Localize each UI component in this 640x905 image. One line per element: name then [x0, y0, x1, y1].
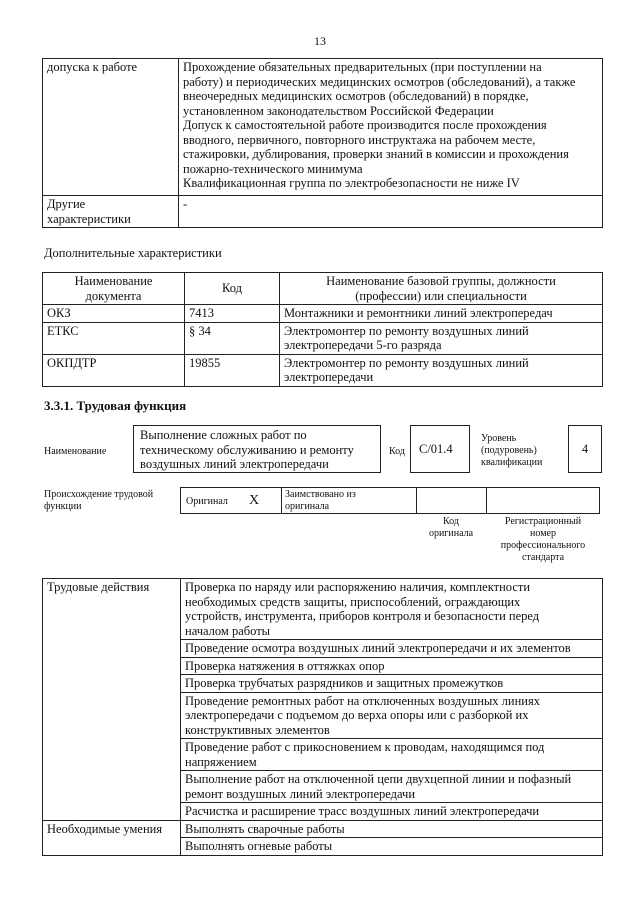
text-line: конструктивных элементов	[185, 722, 330, 737]
text-line: номер	[530, 528, 556, 539]
original-label: Оригинал	[186, 496, 228, 507]
code-cell: § 34	[185, 322, 280, 354]
text-line: началом работы	[185, 623, 271, 638]
text-line: (профессии) или специальности	[355, 288, 527, 303]
action-item	[181, 579, 603, 640]
text-line: документа	[85, 288, 142, 303]
divider	[416, 487, 417, 514]
text-line: электропередачи 5-го разряда	[284, 338, 442, 352]
table-row	[43, 322, 603, 354]
function-name-box	[133, 425, 381, 473]
action-item: Проведение осмотра воздушных линий электропередачи и их элементов	[181, 640, 603, 658]
text-line: Прохождение обязательных предварительных (при поступлении на	[183, 60, 542, 74]
text-line: Выполнение сложных работ по	[140, 428, 307, 442]
action-item: Проверка натяжения в оттяжках опор	[181, 657, 603, 675]
original-mark: X	[249, 493, 260, 508]
text-line: устройств, инструмента, приборов контроля и безопасности перед	[185, 609, 540, 623]
text-line: техническому обслуживанию и ремонту	[140, 442, 354, 457]
section-heading: Дополнительные характеристики	[44, 246, 222, 260]
action-item	[181, 692, 603, 739]
text-line: ремонт воздушных линий электропередачи	[185, 786, 416, 801]
text-line: квалификации	[481, 457, 543, 468]
skill-item: Выполнять сварочные работы	[181, 820, 603, 838]
row-label	[43, 196, 179, 228]
text-line: Электромонтер по ремонту воздушных линий	[284, 355, 529, 370]
text-line: внеочередных медицинских осмотров (обследований) в порядке,	[183, 89, 529, 103]
text-line: необходимых средств защиты, приспособлений, ограждающих	[185, 594, 521, 609]
row-label: допуска к работе	[43, 59, 179, 196]
text-line: Проведение работ с прикосновением к проводам, находящимся под	[185, 740, 545, 754]
table-row	[43, 59, 603, 196]
name-label: Наименование	[44, 446, 107, 457]
text-line: электропередачи с подъемом до верха опоры или с разборкой их	[185, 708, 529, 722]
text-line: Проверка по наряду или распоряжению наличия, комплектности	[185, 580, 531, 594]
table-row	[43, 354, 603, 386]
text-line: Происхождение трудовой	[44, 489, 154, 500]
text-line: Код	[443, 516, 459, 527]
actions-label: Трудовые действия	[43, 579, 181, 821]
text-line: установленном законодательством Российской Федерации	[183, 103, 494, 118]
origin-box	[180, 487, 600, 514]
row-value: -	[179, 196, 603, 228]
text-line: функции	[44, 501, 82, 512]
text-line: оригинала	[428, 528, 474, 539]
row-value	[179, 59, 603, 196]
column-header	[43, 273, 185, 305]
name-cell	[280, 354, 603, 386]
code-label: Код	[389, 446, 405, 457]
page-number: 13	[314, 34, 326, 48]
text-line: стандарта	[521, 552, 565, 563]
text-line: работу) и периодических медицинских осмотров (обследований), а также	[183, 74, 576, 89]
divider	[486, 487, 487, 514]
doc-cell: ОКЗ	[43, 305, 185, 323]
code-cell: 19855	[185, 354, 280, 386]
actions-table	[42, 578, 603, 856]
text-line: электропередачи	[284, 370, 374, 384]
text-line: Регистрационный	[504, 516, 582, 527]
column-header: Код	[185, 273, 280, 305]
registration-caption	[486, 516, 600, 564]
text-line: профессионального	[500, 540, 586, 551]
classification-table	[42, 272, 603, 387]
doc-cell: ЕТКС	[43, 322, 185, 354]
origin-label	[44, 489, 153, 513]
text-line: Другие	[47, 197, 86, 211]
borrowed-label	[285, 489, 356, 513]
function-heading: 3.3.1. Трудовая функция	[44, 398, 187, 413]
text-line: напряжением	[185, 754, 257, 769]
skill-item: Выполнять огневые работы	[181, 838, 603, 856]
level-box: 4	[568, 425, 602, 473]
name-cell: Монтажники и ремонтники линий электропередач	[280, 305, 603, 323]
text-line: Наименование	[74, 274, 153, 288]
table-header-row	[43, 273, 603, 305]
doc-cell: ОКПДТР	[43, 354, 185, 386]
text-line: Заимствовано из	[285, 489, 356, 500]
requirements-table	[42, 58, 603, 228]
table-row	[43, 305, 603, 323]
code-caption	[416, 516, 486, 540]
text-line: Проведение ремонтных работ на отключенных воздушных линиях	[185, 693, 540, 708]
divider	[281, 487, 282, 514]
skills-label: Необходимые умения	[43, 820, 181, 855]
text-line: Уровень	[481, 433, 517, 444]
text-line: Выполнение работ на отключенной цепи двухцепной линии и пофазный	[185, 772, 572, 786]
table-row	[43, 820, 603, 838]
function-code-box: С/01.4	[410, 425, 470, 473]
action-item: Расчистка и расширение трасс воздушных линий электропередачи	[181, 803, 603, 821]
text-line: вводного, первичного, повторного инструктажа на рабочем месте,	[183, 132, 536, 147]
text-line: стажировки, дублирования, проверки знаний в комиссии и прохождения	[183, 147, 569, 161]
action-item	[181, 771, 603, 803]
text-line: Квалификационная группа по электробезопасности не ниже IV	[183, 176, 520, 190]
action-item: Проверка трубчатых разрядников и защитных промежутков	[181, 675, 603, 693]
text-line: (подуровень)	[481, 445, 537, 456]
level-label	[481, 433, 542, 469]
text-line: Электромонтер по ремонту воздушных линий	[284, 323, 529, 338]
action-item	[181, 739, 603, 771]
table-row	[43, 579, 603, 640]
text-line: Наименование базовой группы, должности	[326, 274, 556, 288]
text-line: характеристики	[47, 211, 131, 226]
code-cell: 7413	[185, 305, 280, 323]
text-line: Допуск к самостоятельной работе производится после прохождения	[183, 118, 547, 132]
text-line: оригинала	[285, 501, 330, 512]
table-row	[43, 196, 603, 228]
text-line: воздушных линий электропередачи	[140, 457, 329, 471]
column-header	[280, 273, 603, 305]
text-line: пожарно-технического минимума	[183, 161, 363, 176]
name-cell	[280, 322, 603, 354]
